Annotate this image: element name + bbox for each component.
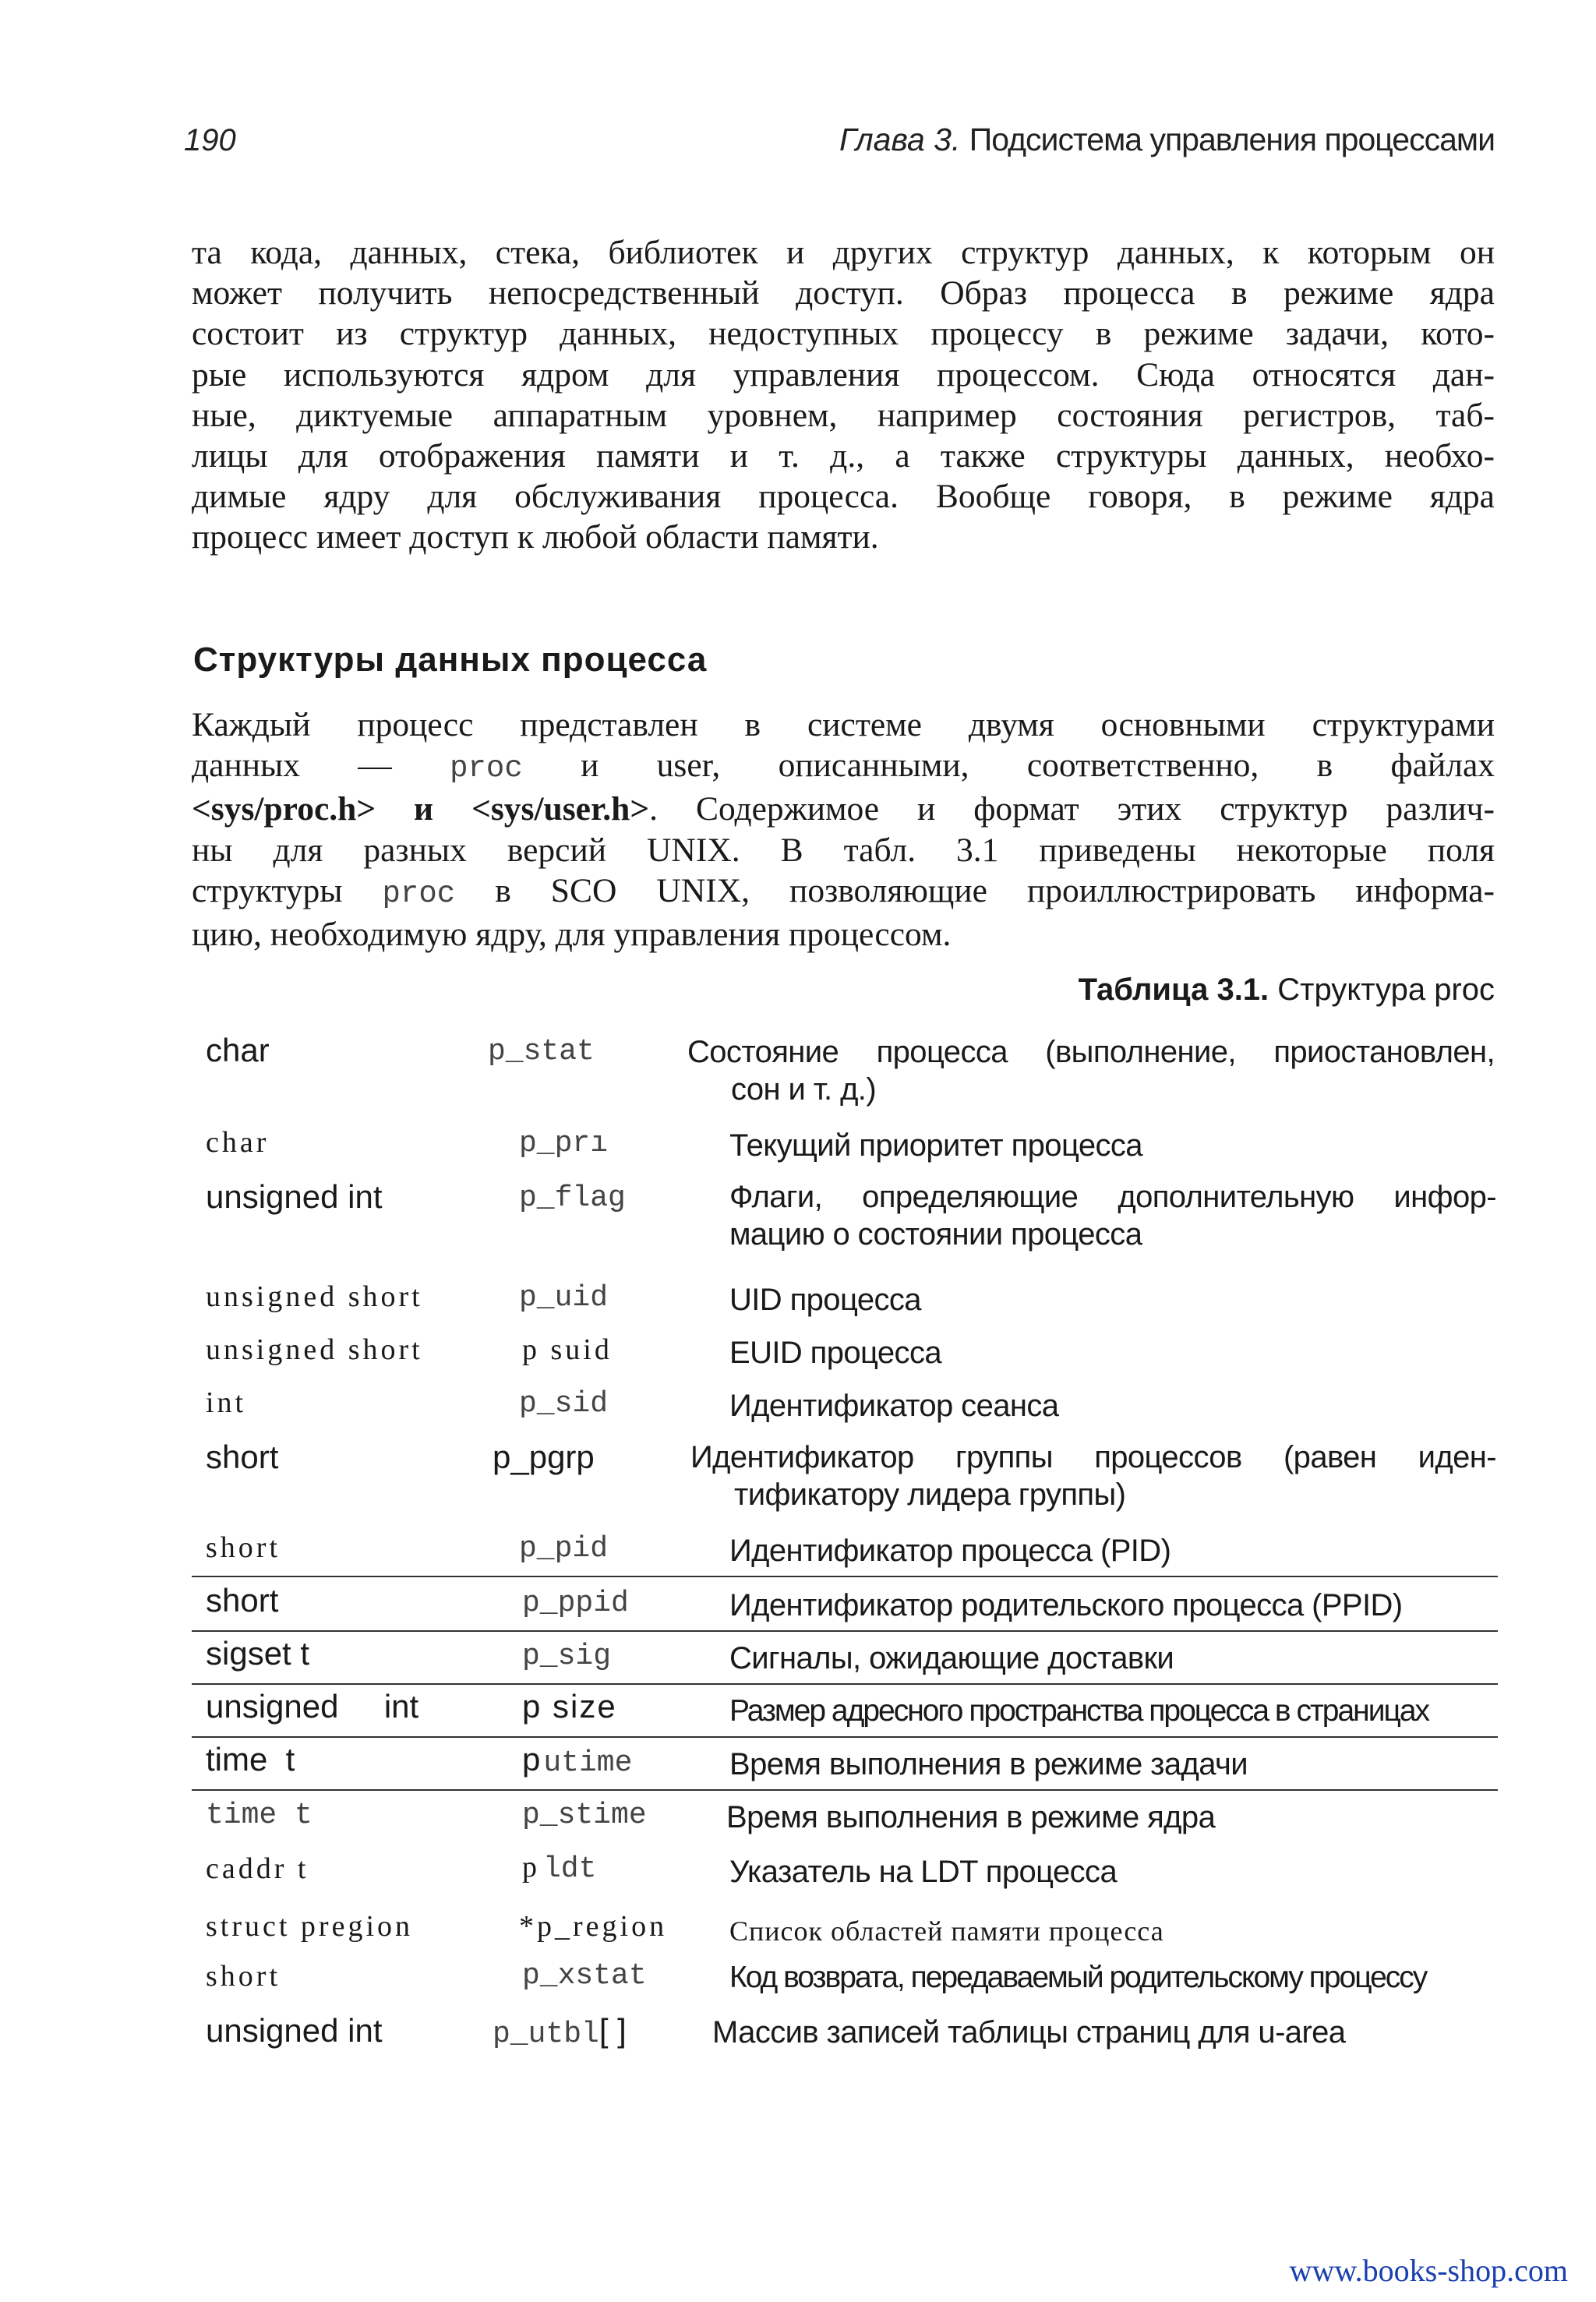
field-type: int bbox=[206, 1386, 247, 1419]
field-description: Идентификатор родительского процесса (PPID) bbox=[729, 1588, 1403, 1622]
field-description bbox=[690, 1439, 1496, 1513]
table-caption-label: Таблица 3.1. bbox=[1078, 973, 1269, 1007]
field-type: time t bbox=[206, 1799, 312, 1832]
table-row bbox=[192, 1738, 1498, 1791]
field-type: sigset t bbox=[206, 1635, 310, 1672]
page-number: 190 bbox=[184, 123, 236, 157]
section-line bbox=[192, 745, 1495, 789]
field-type: unsigned int bbox=[206, 2012, 383, 2049]
field-name: p_prı bbox=[519, 1127, 609, 1160]
include-user-h: <sys/user.h> bbox=[471, 790, 650, 828]
intro-line: состоит из структур данных, недоступных процессу в режиме задачи, кото- bbox=[192, 315, 1495, 353]
field-description: EUID процесса bbox=[729, 1336, 941, 1370]
description-line: Состояние процесса (выполнение, приостановлен, bbox=[687, 1035, 1495, 1069]
field-description: UID процесса bbox=[729, 1283, 921, 1317]
section-line-text: в SCO UNIX, позволяющие проиллюстрировать информа- bbox=[495, 871, 1495, 909]
table-caption-text: Структура bbox=[1277, 973, 1426, 1007]
field-description: Идентификатор процесса (PID) bbox=[729, 1534, 1171, 1568]
field-type: unsigned int bbox=[206, 1688, 419, 1725]
field-name-brackets: [ ] bbox=[598, 2012, 627, 2049]
include-proc-h: <sys/proc.h> bbox=[192, 790, 376, 828]
field-name: p_ppid bbox=[522, 1587, 629, 1620]
field-name-suffix: ldt bbox=[543, 1852, 597, 1886]
field-type: caddr t bbox=[206, 1852, 309, 1885]
intro-line: лицы для отображения памяти и т. д., а также структуры данных, необхо- bbox=[192, 437, 1495, 475]
field-description bbox=[729, 1178, 1496, 1253]
field-description: Сигналы, ожидающие доставки bbox=[729, 1641, 1174, 1675]
section-line-text: и user, описанными, соответственно, в файлах bbox=[581, 747, 1495, 785]
intro-line: может получить непосредственный доступ. Образ процесса в режиме ядра bbox=[192, 274, 1495, 312]
section-line-text: структуры bbox=[192, 871, 343, 909]
table-row bbox=[192, 1019, 1498, 1121]
chapter-title: Подсистема управления процессами bbox=[969, 122, 1495, 157]
field-type: short bbox=[206, 1582, 279, 1619]
field-name bbox=[522, 1688, 617, 1725]
field-name-code: p_utbl bbox=[493, 2018, 599, 2051]
description-line: Флаги, определяющие дополнительную инфор- bbox=[729, 1180, 1496, 1214]
table-caption bbox=[1079, 973, 1495, 1008]
field-name: p_sig bbox=[522, 1640, 612, 1673]
section-line bbox=[192, 789, 1495, 829]
intro-line: та кода, данных, стека, библиотек и других структур данных, к которым он bbox=[192, 234, 1495, 271]
field-name: p suid bbox=[522, 1333, 613, 1366]
field-type: time t bbox=[206, 1741, 295, 1778]
field-type: unsigned int bbox=[206, 1178, 383, 1215]
table-row bbox=[192, 1632, 1498, 1685]
section-line: ны для разных версий UNIX. В табл. 3.1 приведены некоторые поля bbox=[192, 831, 1495, 869]
description-line: тификатору лидера группы) bbox=[734, 1478, 1126, 1512]
field-name-prefix: p bbox=[522, 1688, 542, 1725]
section-heading: Структуры данных процесса bbox=[193, 641, 708, 679]
field-description: Идентификатор сеанса bbox=[729, 1389, 1059, 1423]
field-description: Код возврата, передаваемый родительскому процессу bbox=[729, 1961, 1427, 1994]
intro-line: димые ядру для обслуживания процесса. Вообще говоря, в режиме ядра bbox=[192, 478, 1495, 516]
section-line: Каждый процесс представлен в системе двумя основными структурами bbox=[192, 706, 1495, 743]
field-type: unsigned short bbox=[206, 1333, 423, 1366]
field-description: Список областей памяти процесса bbox=[729, 1915, 1164, 1947]
table-row bbox=[192, 1121, 1498, 1170]
proc-code: proc bbox=[382, 876, 456, 911]
section-line bbox=[192, 870, 1495, 914]
field-description: Размер адресного пространства процесса в страницах bbox=[729, 1694, 1429, 1728]
field-name: p_stat bbox=[488, 1035, 595, 1068]
table-row bbox=[192, 1577, 1498, 1632]
table-row bbox=[192, 1432, 1498, 1524]
field-description: Указатель на LDT процесса bbox=[729, 1855, 1118, 1889]
table-row bbox=[192, 1524, 1498, 1577]
chapter-label: Глава 3. bbox=[839, 122, 961, 157]
field-name: p_sid bbox=[519, 1387, 609, 1421]
field-description: Время выполнения в режиме задачи bbox=[729, 1747, 1248, 1781]
intro-line: процесс имеет доступ к любой области памяти. bbox=[192, 518, 879, 556]
section-line: цию, необходимую ядру, для управления процессом. bbox=[192, 916, 952, 954]
field-name: p_flag bbox=[519, 1181, 626, 1215]
field-name: p_pgrp bbox=[493, 1439, 595, 1475]
field-description: Массив записей таблицы страниц для u-area bbox=[712, 2015, 1346, 2050]
field-name: p_stime bbox=[522, 1799, 647, 1832]
field-type: struct pregion bbox=[206, 1910, 414, 1943]
field-description: Время выполнения в режиме ядра bbox=[726, 1800, 1216, 1834]
field-name bbox=[522, 1741, 632, 1780]
field-type: char bbox=[206, 1126, 270, 1159]
field-name bbox=[522, 1850, 596, 1886]
table-row bbox=[192, 1326, 1498, 1379]
field-name: p_uid bbox=[519, 1281, 609, 1315]
description-line: сон и т. д.) bbox=[731, 1072, 877, 1107]
description-line: мацию о состоянии процесса bbox=[729, 1217, 1142, 1252]
table-row bbox=[192, 1170, 1498, 1273]
table-row bbox=[192, 1844, 1498, 1900]
field-name: p_xstat bbox=[522, 1959, 647, 1993]
field-type: unsigned short bbox=[206, 1280, 423, 1313]
field-name: p_pid bbox=[519, 1532, 609, 1566]
table-row bbox=[192, 1685, 1498, 1738]
intro-line: рые используются ядром для управления процессом. Сюда относятся дан- bbox=[192, 355, 1495, 394]
proc-code: proc bbox=[450, 751, 523, 786]
table-row bbox=[192, 1273, 1498, 1326]
field-type: short bbox=[206, 1960, 281, 1993]
running-head bbox=[839, 122, 1495, 158]
field-name-suffix: size bbox=[553, 1688, 617, 1725]
field-description bbox=[687, 1033, 1495, 1108]
table-row bbox=[192, 1900, 1498, 1951]
table-row bbox=[192, 2006, 1498, 2060]
field-type: short bbox=[206, 1439, 279, 1475]
table-row bbox=[192, 1951, 1498, 2006]
section-line-text: . Содержимое и формат этих структур различ- bbox=[649, 790, 1495, 828]
section-paragraph bbox=[192, 704, 1495, 955]
intro-paragraph bbox=[192, 232, 1495, 558]
field-name bbox=[493, 2012, 627, 2051]
table-row bbox=[192, 1379, 1498, 1432]
proc-structure-table bbox=[192, 1019, 1498, 2060]
field-name-prefix: p bbox=[522, 1741, 541, 1778]
books-shop-link[interactable]: www.books-shop.com bbox=[1289, 2253, 1568, 2288]
field-name-suffix: utime bbox=[543, 1746, 633, 1780]
include-and: и bbox=[414, 790, 434, 828]
description-line: Идентификатор группы процессов (равен иден- bbox=[690, 1440, 1496, 1474]
field-type: short bbox=[206, 1531, 281, 1564]
field-description: Текущий приоритет процесса bbox=[729, 1128, 1142, 1163]
field-type: char bbox=[206, 1032, 270, 1068]
intro-line: ные, диктуемые аппаратным уровнем, например состояния регистров, таб- bbox=[192, 396, 1495, 434]
section-line-text: данных — bbox=[192, 747, 392, 785]
table-caption-code: proc bbox=[1434, 973, 1495, 1007]
field-name-prefix: p bbox=[522, 1851, 540, 1884]
field-name: *p_region bbox=[519, 1910, 668, 1943]
table-row bbox=[192, 1791, 1498, 1844]
